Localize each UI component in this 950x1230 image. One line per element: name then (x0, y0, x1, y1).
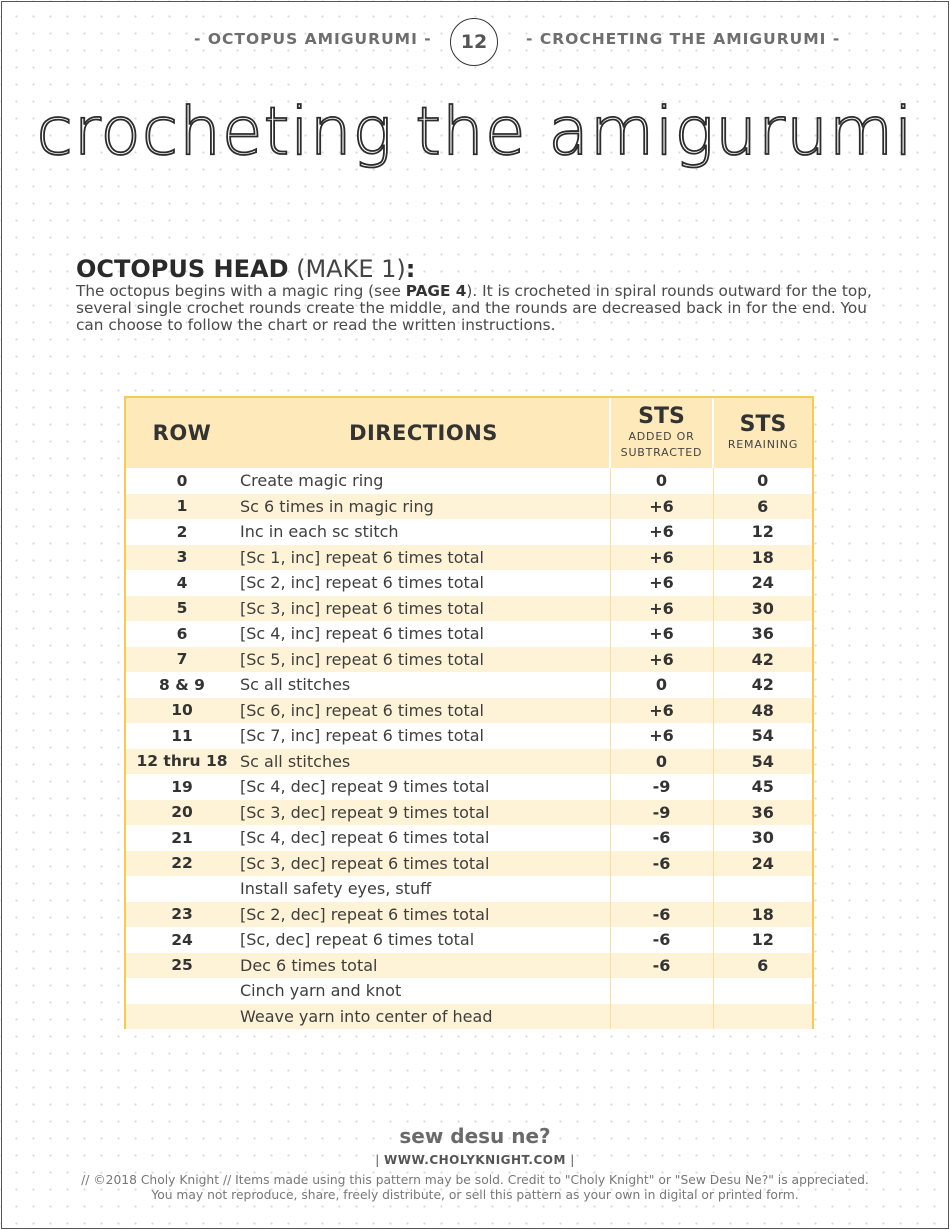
table-row (126, 698, 812, 724)
table-header-row (126, 398, 812, 468)
row-number: 12 thru 18 (136, 752, 228, 771)
row-sts-remaining: 36 (751, 624, 774, 644)
footer-url-line (0, 1153, 950, 1167)
row-sts-added: -9 (610, 800, 713, 826)
row-number: 25 (171, 956, 193, 975)
row-sts-added: -6 (610, 927, 713, 953)
row-directions: Install safety eyes, stuff (240, 879, 432, 899)
table-row (126, 519, 812, 545)
row-sts-added: +6 (610, 723, 713, 749)
row-sts-added: +6 (610, 570, 713, 596)
row-directions: [Sc 4, dec] repeat 6 times total (240, 828, 490, 848)
table-row (126, 774, 812, 800)
row-number: 21 (171, 828, 193, 847)
row-number: 6 (176, 624, 188, 643)
footer-url-prefix: | (375, 1153, 385, 1167)
row-sts-remaining: 45 (751, 777, 774, 797)
header-sts-added-sub2: SUBTRACTED (620, 446, 703, 459)
header-sts-added-sub1: ADDED OR (628, 430, 695, 443)
header-sts-remaining-title: STS (739, 412, 787, 437)
row-number: 4 (176, 573, 188, 592)
row-sts-added: +6 (610, 596, 713, 622)
row-directions: Sc 6 times in magic ring (240, 496, 434, 516)
row-directions: Create magic ring (240, 471, 384, 491)
row-number: 8 & 9 (159, 675, 205, 694)
row-number: 2 (176, 522, 188, 541)
row-directions: [Sc 6, inc] repeat 6 times total (240, 700, 484, 720)
row-directions: Cinch yarn and knot (240, 981, 402, 1001)
row-directions: Sc all stitches (240, 675, 351, 695)
table-row (126, 621, 812, 647)
row-number: 11 (171, 726, 193, 745)
row-sts-remaining: 24 (751, 573, 774, 593)
header-section-name: - CROCHETING THE AMIGURUMI - (526, 30, 841, 48)
row-sts-added: 0 (610, 672, 713, 698)
section-heading (76, 255, 415, 283)
row-sts-added: +6 (610, 621, 713, 647)
row-number: 20 (171, 803, 193, 822)
intro-text-end: ). It is crocheted in spiral rounds outward for the top, several single crochet rounds create the middle, and the rounds are decreased back in for the end. You can choose to follow the chart or read the written instructions. (76, 282, 872, 334)
header-pattern-name: - OCTOPUS AMIGURUMI - (194, 30, 432, 48)
section-intro (76, 283, 876, 334)
section-heading-main: OCTOPUS HEAD (76, 255, 289, 283)
row-sts-remaining: 18 (751, 904, 774, 924)
row-sts-added (610, 1004, 713, 1030)
row-sts-remaining: 6 (757, 496, 769, 516)
row-sts-remaining (713, 978, 812, 1004)
row-number (126, 1004, 238, 1030)
row-directions: Weave yarn into center of head (240, 1006, 493, 1026)
row-number: 19 (171, 777, 193, 796)
row-sts-added: -6 (610, 902, 713, 928)
row-directions: [Sc 4, inc] repeat 6 times total (240, 624, 484, 644)
row-number: 10 (171, 701, 193, 720)
row-directions: [Sc 2, dec] repeat 6 times total (240, 904, 490, 924)
row-directions: [Sc 3, dec] repeat 6 times total (240, 853, 490, 873)
row-sts-remaining: 0 (757, 471, 769, 491)
row-sts-remaining: 30 (751, 828, 774, 848)
page-number-badge: 12 (450, 18, 498, 66)
row-directions: [Sc 3, dec] repeat 9 times total (240, 802, 490, 822)
row-sts-remaining: 30 (751, 598, 774, 618)
row-directions: Dec 6 times total (240, 955, 378, 975)
intro-text-start: The octopus begins with a magic ring (see (76, 282, 406, 300)
row-sts-remaining: 24 (751, 853, 774, 873)
table-row (126, 1004, 812, 1030)
header-sts-added (610, 398, 713, 468)
row-directions: [Sc 2, inc] repeat 6 times total (240, 573, 484, 593)
row-sts-remaining (713, 876, 812, 902)
row-sts-added: +6 (610, 545, 713, 571)
row-sts-added (610, 876, 713, 902)
row-number: 23 (171, 905, 193, 924)
row-directions: [Sc 4, dec] repeat 9 times total (240, 777, 490, 797)
table-row (126, 902, 812, 928)
footer-copyright (0, 1173, 950, 1203)
header-sts-remaining-sub: REMAINING (727, 438, 799, 451)
table-row (126, 851, 812, 877)
row-sts-remaining: 42 (751, 675, 774, 695)
row-sts-remaining: 18 (751, 547, 774, 567)
header-row: ROW (152, 421, 212, 445)
row-number: 22 (171, 854, 193, 873)
row-number: 5 (176, 599, 188, 618)
row-directions: [Sc 3, inc] repeat 6 times total (240, 598, 484, 618)
table-row (126, 723, 812, 749)
table-row (126, 978, 812, 1004)
row-directions: Inc in each sc stitch (240, 522, 399, 542)
row-sts-remaining: 42 (751, 649, 774, 669)
table-row (126, 596, 812, 622)
row-sts-added: 0 (610, 749, 713, 775)
row-sts-remaining: 36 (751, 802, 774, 822)
row-sts-added: -9 (610, 774, 713, 800)
row-number: 1 (176, 497, 188, 516)
table-row (126, 468, 812, 494)
table-row (126, 800, 812, 826)
footer-url[interactable]: WWW.CHOLYKNIGHT.COM (384, 1153, 566, 1167)
table-row (126, 545, 812, 571)
table-row (126, 749, 812, 775)
row-sts-remaining: 6 (757, 955, 769, 975)
row-directions: [Sc 1, inc] repeat 6 times total (240, 547, 484, 567)
row-number: 0 (176, 471, 188, 490)
header-directions: DIRECTIONS (349, 421, 498, 445)
row-sts-added: -6 (610, 953, 713, 979)
table-row (126, 494, 812, 520)
row-sts-remaining (713, 1004, 812, 1030)
footer-brand: sew desu ne? (399, 1124, 551, 1148)
row-sts-added: +6 (610, 494, 713, 520)
row-sts-added: -6 (610, 825, 713, 851)
row-sts-added: +6 (610, 519, 713, 545)
footer-url-suffix: | (565, 1153, 575, 1167)
row-number: 7 (176, 650, 188, 669)
row-directions: [Sc 7, inc] repeat 6 times total (240, 726, 484, 746)
intro-page-reference: PAGE 4 (405, 282, 467, 300)
table-row (126, 876, 812, 902)
header-sts-remaining (713, 398, 812, 468)
footer-copyright-line1: // ©2018 Choly Knight // Items made using this pattern may be sold. Credit to "Choly Knight" or "Sew Desu Ne?" is appreciated. (81, 1173, 869, 1187)
table-row (126, 825, 812, 851)
row-directions: [Sc 5, inc] repeat 6 times total (240, 649, 484, 669)
row-sts-remaining: 12 (751, 930, 774, 950)
table-row (126, 570, 812, 596)
row-sts-added: -6 (610, 851, 713, 877)
row-sts-remaining: 48 (751, 700, 774, 720)
footer-copyright-line2: You may not reproduce, share, freely distribute, or sell this pattern as your own in digital or printed form. (151, 1188, 799, 1202)
table-row (126, 672, 812, 698)
row-sts-added: 0 (610, 468, 713, 494)
page-title: crocheting the amigurumi (36, 93, 914, 170)
section-heading-colon: : (405, 255, 416, 283)
table-row (126, 953, 812, 979)
section-heading-qty: (MAKE 1) (288, 255, 406, 283)
table-body (126, 468, 812, 1029)
table-row (126, 927, 812, 953)
row-number: 3 (176, 548, 188, 567)
row-number (126, 876, 238, 902)
pattern-table (124, 396, 814, 1029)
row-sts-remaining: 54 (751, 751, 774, 771)
table-row (126, 647, 812, 673)
row-sts-added: +6 (610, 647, 713, 673)
row-sts-remaining: 54 (751, 726, 774, 746)
row-sts-added (610, 978, 713, 1004)
row-sts-added: +6 (610, 698, 713, 724)
row-directions: Sc all stitches (240, 751, 351, 771)
row-number: 24 (171, 930, 193, 949)
row-sts-remaining: 12 (751, 522, 774, 542)
header-sts-added-title: STS (638, 404, 685, 429)
row-number (126, 978, 238, 1004)
row-directions: [Sc, dec] repeat 6 times total (240, 930, 475, 950)
